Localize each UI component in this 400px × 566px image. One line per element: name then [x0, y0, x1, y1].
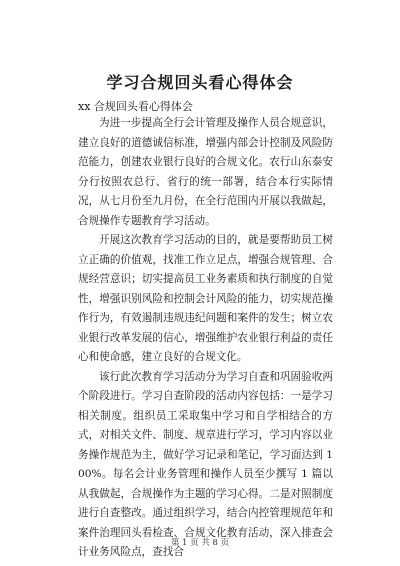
- paragraph-1: 为进一步提高全行会计管理及操作人员合规意识，建立良好的道德诚信标准，增强内部会计控制及风险防范能力，创建农业银行良好的合规文化。农行山东泰安分行按照农总行、省行的统一部署，结合本行实际情况，从七月份至九月份，在全行范围内开展以我做起，合规操作专题教育学习活动。: [78, 117, 333, 227]
- page-footer: 第 1 页 共 8 页: [170, 538, 230, 548]
- paragraph-3: 该行此次教育学习活动分为学习自查和巩固验收两个阶段进行。学习自查阶段的活动内容包括：一是学习相关制度。组织员工采取集中学习和自学相结合的方式，对相关文件、制度、规章进行学习，学习内容以业务操作规范为主，做好学习记录和笔记，学习面达到 100%。每名会计业务管理和操作人员至少撰写 1 篇以从我做起，合规操作为主题的学习心得。二是对照制度进行自查整改。通过组织学习，结合内控管理规范年和案件治理回头看检查、合规文化教育活动，深入排查会计业务风险点，查找合: [78, 370, 333, 558]
- document-subtitle: xx 合规回头看心得体会: [78, 100, 193, 113]
- document-title: 学习合规回头看心得体会: [106, 73, 294, 92]
- document-body: [78, 114, 333, 563]
- paragraph-2: 开展这次教育学习活动的目的，就是要帮助员工树立正确的价值观，找准工作立足点，增强合规管理、合规经营意识；切实提高员工业务素质和执行制度的自觉性，增强识别风险和控制会计风险的能力，切实规范操作行为，有效遏制违规违纪问题和案件的发生；树立农业银行改革发展的信心，增强维护农业银行利益的责任心和使命感，建立良好的合规文化。: [78, 234, 333, 363]
